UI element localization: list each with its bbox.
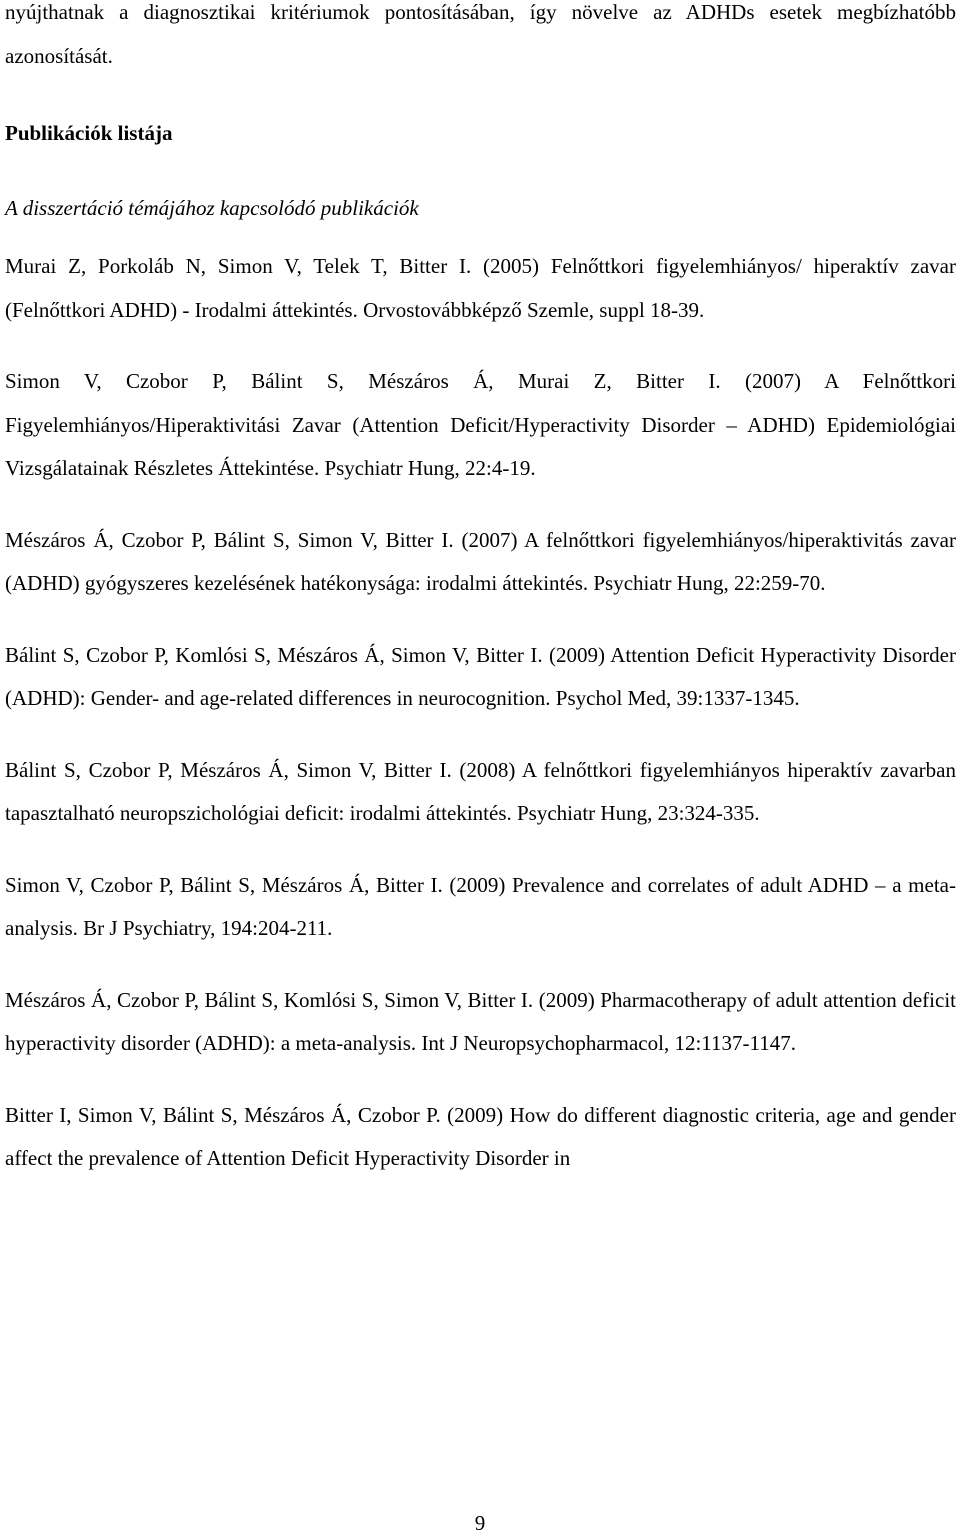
document-page [5,0,956,1181]
reference-item: Bálint S, Czobor P, Komlósi S, Mészáros Á, Simon V, Bitter I. (2009) Attention Deficit Hyperactivity Disorder (ADHD): Gender- and age-related differences in neurocognition. Psychol Med, 39:1337-1345. [5,642,956,710]
reference-item: Bálint S, Czobor P, Mészáros Á, Simon V, Bitter I. (2008) A felnőttkori figyelemhiányos hiperaktív zavarban tapasztalható neuropszichológiai deficit: irodalmi áttekintés. Psychiatr Hung, 23:324-335. [5,757,956,825]
reference-item: Mészáros Á, Czobor P, Bálint S, Komlósi S, Simon V, Bitter I. (2009) Pharmacotherapy of adult attention deficit hyperactivity disorder (ADHD): a meta-analysis. Int J Neuropsychopharmacol, 12:1137-1147. [5,987,956,1055]
reference-item: Mészáros Á, Czobor P, Bálint S, Simon V, Bitter I. (2007) A felnőttkori figyelemhiányos/hiperaktivitás zavar (ADHD) gyógyszeres kezelésének hatékonysága: irodalmi áttekintés. Psychiatr Hung, 22:259-70. [5,527,956,595]
intro-paragraph: nyújthatnak a diagnosztikai kritériumok pontosításában, így növelve az ADHDs esetek megbízhatóbb azonosítását. [5,0,956,68]
reference-item: Murai Z, Porkoláb N, Simon V, Telek T, Bitter I. (2005) Felnőttkori figyelemhiányos/ hiperaktív zavar (Felnőttkori ADHD) - Irodalmi áttekintés. Orvostovábbképző Szemle, suppl 18-39. [5,254,956,322]
subsection-title: A disszertáció témájához kapcsolódó publikációk [5,196,419,220]
page-number: 9 [474,1511,486,1535]
reference-item: Bitter I, Simon V, Bálint S, Mészáros Á, Czobor P. (2009) How do different diagnostic criteria, age and gender affect the prevalence of Attention Deficit Hyperactivity Disorder in [5,1102,956,1170]
section-title: Publikációk listája [5,121,173,145]
reference-item: Simon V, Czobor P, Bálint S, Mészáros Á, Bitter I. (2009) Prevalence and correlates of adult ADHD – a meta-analysis. Br J Psychiatry, 194:204-211. [5,872,956,940]
reference-item: Simon V, Czobor P, Bálint S, Mészáros Á, Murai Z, Bitter I. (2007) A Felnőttkori Figyelemhiányos/Hiperaktivitási Zavar (Attention Deficit/Hyperactivity Disorder – ADHD) Epidemiológiai Vizsgálatainak Részletes Áttekintése. Psychiatr Hung, 22:4-19. [5,369,956,480]
